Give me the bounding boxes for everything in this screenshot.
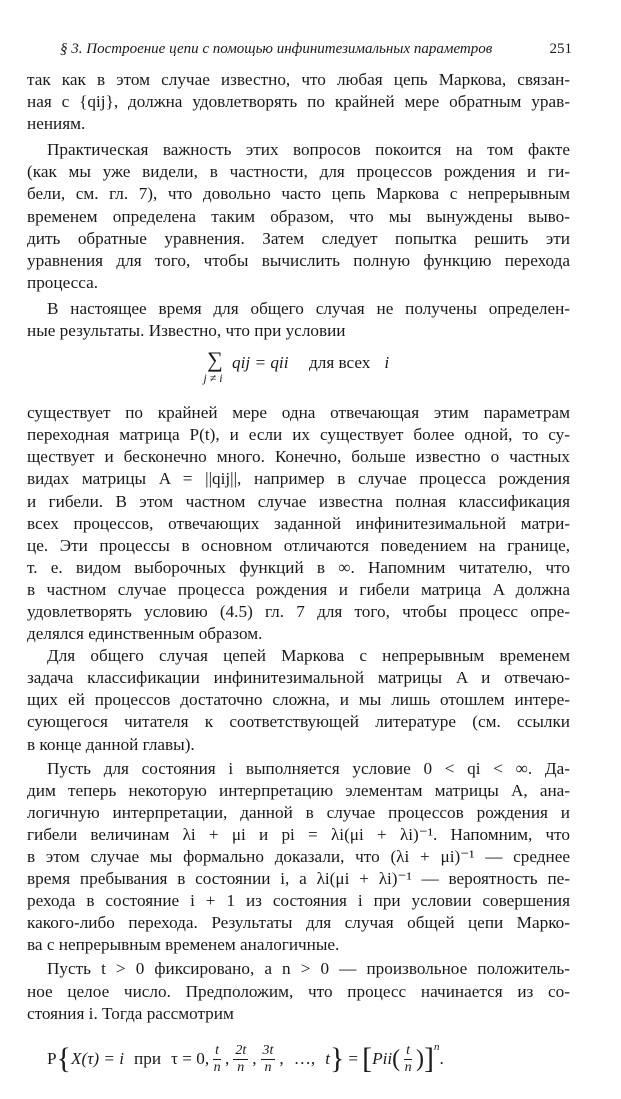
text-line: задача классификации инфинитезимальной матрицы A и отвечаю- [27,668,570,688]
prob-symbol: P [47,1049,57,1069]
page-number: 251 [549,41,572,57]
text-line: ва с непрерывным временем аналогичные. [27,935,340,955]
condition-variable: i [384,353,390,373]
text-line: существует по крайней мере одна отвечающая этим параметрам [27,403,570,423]
ellipsis: …, [293,1049,316,1069]
text-line: в этом случае мы формально доказали, что (λi + μi)⁻¹ — среднее [27,847,570,866]
sum-operator [204,348,226,384]
text-line: рехода в состояние i + 1 из состояния i при условии совершения [27,891,570,911]
paragraph-2 [27,139,570,294]
formula-probability [27,1035,570,1099]
sum-expression: qij = qii [232,353,289,373]
text-line: удовлетворять условию (4.5) гл. 7 для того, чтобы процесс опре- [27,601,570,621]
text-line: временем определена таким образом, что мы вынуждены выво- [27,206,570,226]
brace-open: { [56,1042,71,1076]
text-line: гибели величинам λi + μi и pi = λi(μi + λi)⁻¹. Напомним, что [27,824,570,844]
text-line: т. е. видом выборочных функций в ∞. Напомним читателю, что [27,557,570,577]
fraction-t-n: $\frac{t}{n}$ [213,1042,221,1075]
paragraph-5 [27,645,570,755]
paragraph-4 [27,402,570,645]
final-period: . [439,1049,444,1069]
text-line: дим теперь некоторую интерпретацию элементам матрицы A, ана- [27,780,570,800]
sum-condition [309,353,389,373]
text-line: Пусть t > 0 фиксировано, а n > 0 — произвольное положитель- [47,959,570,979]
paragraph-7 [27,958,570,1024]
event-expression: X(τ) = i [70,1049,125,1069]
exponent-n: n [434,1040,440,1053]
text-line: стояния i. Тогда рассмотрим [27,1003,234,1023]
fraction-2t-n: $\frac{2t}{n}$ [235,1042,247,1075]
text-line: так как в этом случае известно, что любая цепь Маркова, связан- [27,70,570,89]
paren-open: ( [392,1046,401,1073]
text-line: какого-либо перехода. Результаты для случая общей цепи Марко- [27,913,570,933]
running-title: § 3. Построение цепи с помощью инфинитезимальных параметров [60,41,493,57]
text-line: и гибели. В этом частном случае известна полная классификация [27,491,570,511]
text-line: ная с {qij}, должна удовлетворять по крайней мере обратным урав- [27,92,570,112]
text-line: В настоящее время для общего случая не получены определен- [47,298,570,318]
condition-text: для всех [309,353,371,373]
text-line: щих ей процессов достаточно сложна, и мы лишь отошлем интере- [27,690,570,710]
body-text [27,69,570,1099]
text-line: уравнения для того, чтобы вычислить полную функцию перехода [27,250,570,270]
paragraph-6 [27,758,570,957]
text-line: бели, см. гл. 7), что довольно часто цепь Маркова с непрерывным [27,184,570,204]
paragraph-3 [27,298,570,342]
text-line: процесса. [27,272,99,292]
text-line: ществует и бесконечно много. Конечно, больше известно о частных [27,447,570,467]
brace-close: } [329,1042,345,1076]
text-line: дить обратные уравнения. Затем следует попытка решить эти [27,228,570,248]
text-line: в конце данной главы). [27,734,195,754]
text-line: делялся единственным образом. [27,624,263,644]
equals-sign: = [348,1049,359,1069]
running-header [60,38,572,60]
word-pri: при [134,1049,162,1069]
bracket-open: [ [362,1042,373,1076]
text-line: ные результаты. Известно, что при условии [27,321,346,341]
text-line: сующегося читателя к соответствующей литературе (см. ссылки [27,712,570,732]
sigma-symbol: ∑ [207,347,223,373]
sum-index: j ≠ i [203,371,223,386]
fraction-rhs-t-n: $\frac{t}{n}$ [404,1042,412,1075]
fraction-3t-n: $\frac{3t}{n}$ [262,1042,274,1075]
probability-equation: P { X(τ) = i при τ = 0, $\frac{t}{n}$ , $\frac{2t}{n}$ , $\frac{3t}{n}$ , …, t } = [ Pii ( $\frac{t}{n}$ ) ] $^n$ . [47,1040,444,1076]
text-line: время пребывания в состоянии i, а λi(μi + λi)⁻¹ — вероятность пе- [27,869,570,889]
text-line: видах матрицы A = ||qij||, например в случае процесса рождения [27,469,570,489]
rhs-pii: Pii [372,1049,393,1069]
text-line: переходная матрица P(t), и если их существует более одной, то су- [27,425,570,445]
tau-zero: τ = 0, [171,1049,210,1069]
text-line: в частном случае процесса рождения и гибели матрица A должна [27,579,570,599]
text-line: Для общего случая цепей Маркова с непрерывным временем [47,646,570,666]
formula-sum-condition [27,346,570,398]
text-line: (как мы уже видели, в частности, для процессов рождения и ги- [27,162,570,182]
text-line: Практическая важность этих вопросов покоится на том факте [47,140,570,160]
bracket-close: ] [424,1042,435,1076]
text-line: логичную интерпретации, данной в случае процессов рождения и [27,802,570,822]
text-line: всех процессов, отвечающих заданной инфинитезимальной матри- [27,513,570,533]
paren-close: ) [416,1046,425,1073]
text-line: Пусть для состояния i выполняется условие 0 < qi < ∞. Да- [47,758,570,778]
text-line: ное целое число. Предположим, что процесс начинается из со- [27,981,570,1001]
last-t: t [325,1049,330,1069]
text-line: нениям. [27,114,86,134]
paragraph-1 [27,69,570,135]
text-line: це. Эти процессы в основном отличаются поведением на границе, [27,535,570,555]
